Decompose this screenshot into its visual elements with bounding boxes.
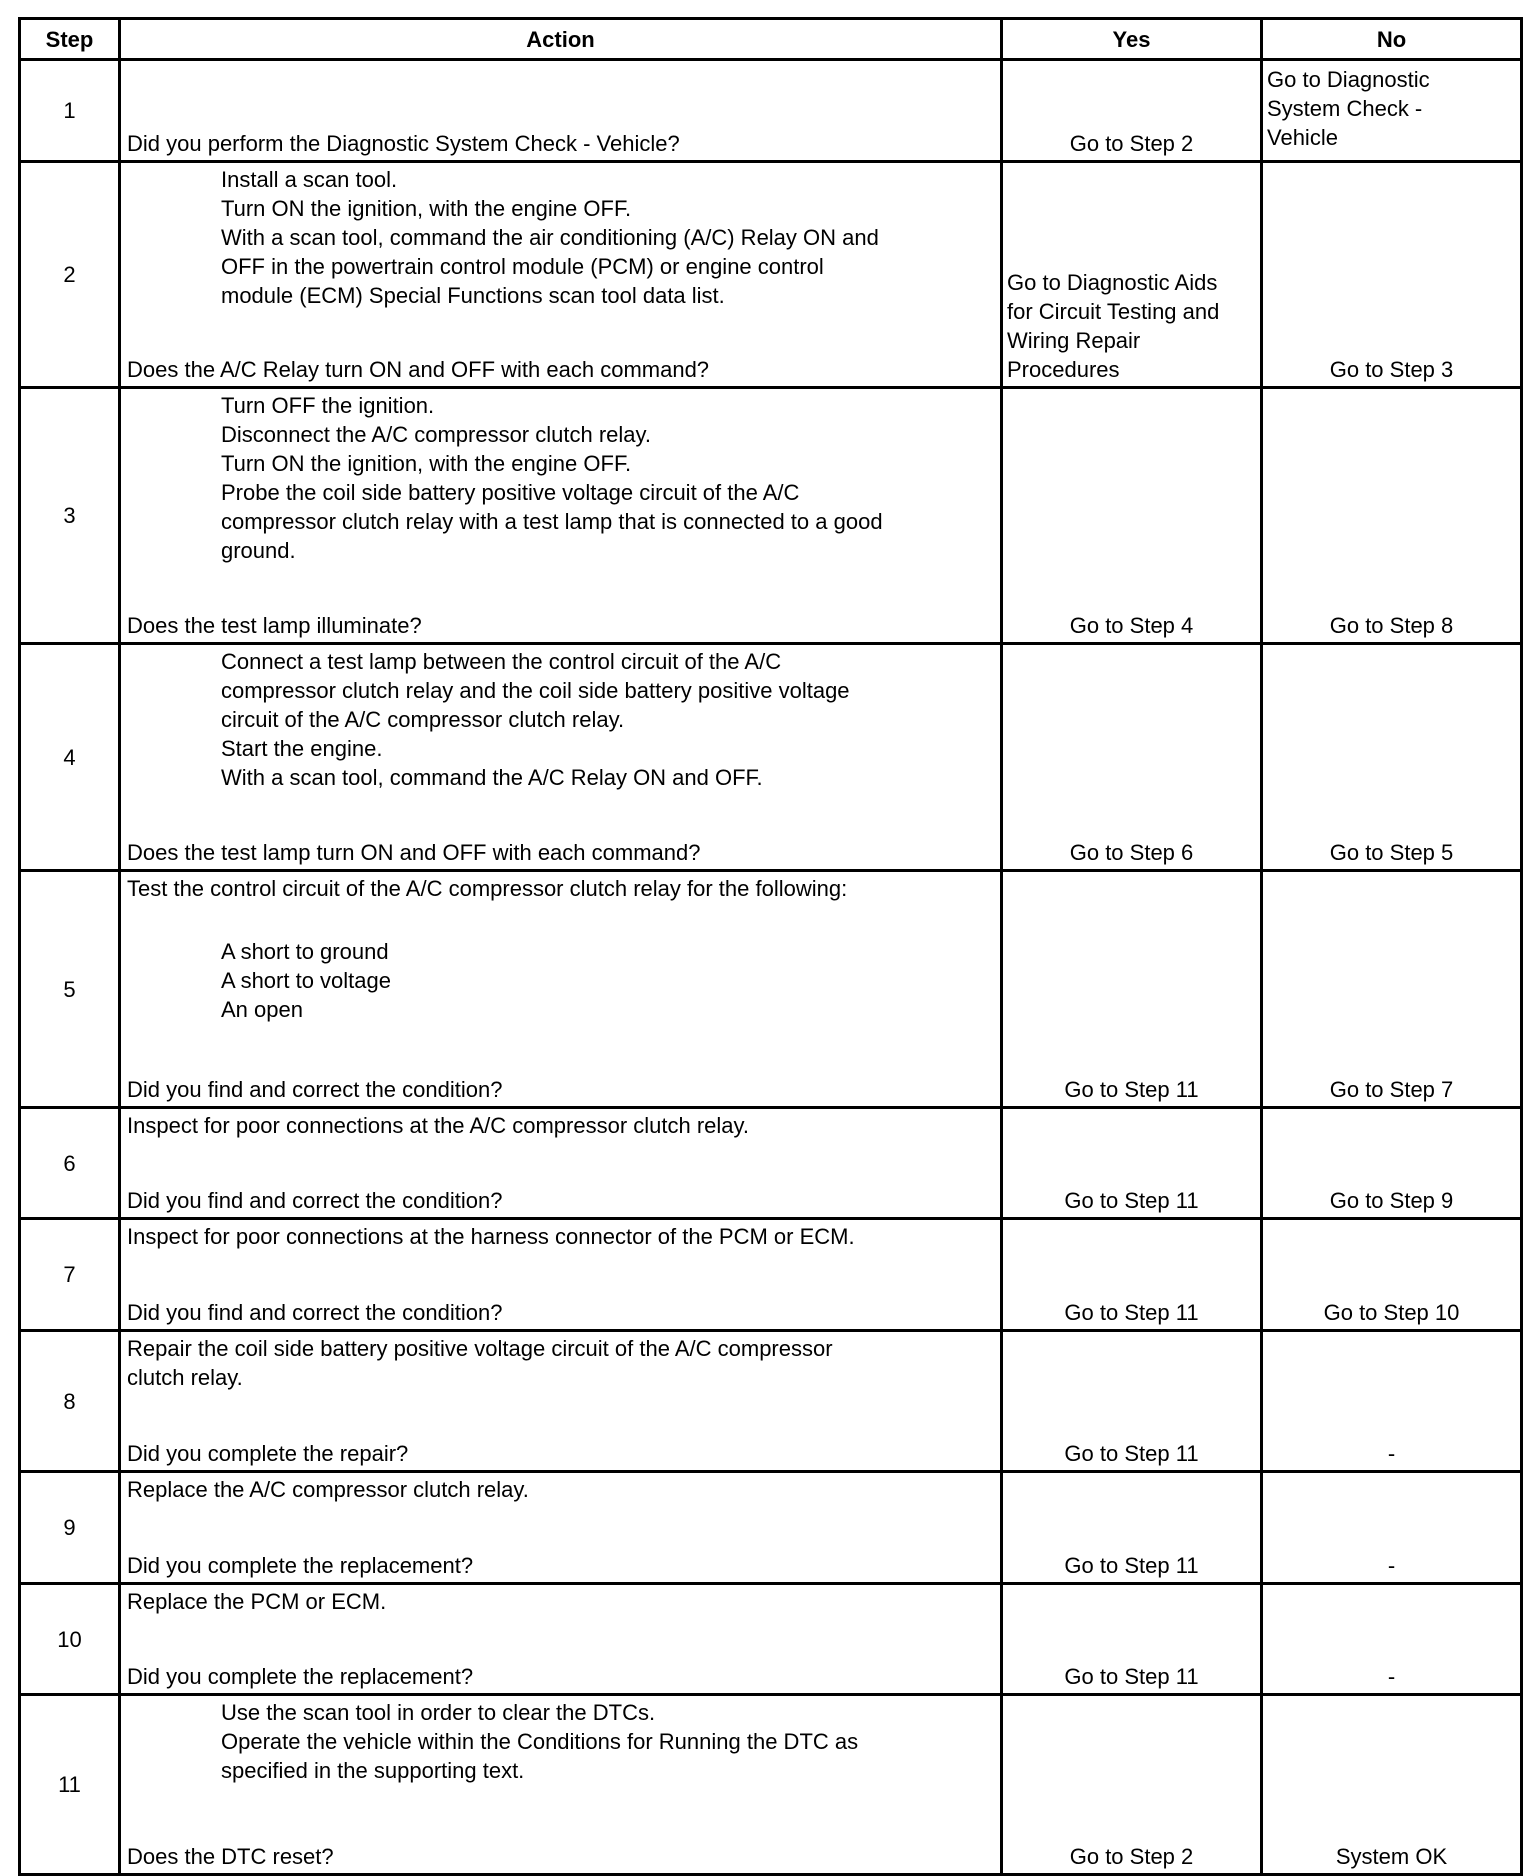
- action-step: A short to voltage: [221, 968, 391, 993]
- no-text: -: [1387, 1664, 1396, 1689]
- yes-text: Go to Step 4: [1069, 613, 1194, 638]
- table-row: [20, 1108, 1522, 1219]
- action-question: Did you find and correct the condition?: [127, 1300, 503, 1325]
- step-number: 9: [20, 1472, 120, 1584]
- header-no: No: [1262, 19, 1522, 60]
- action-question: Did you complete the replacement?: [127, 1664, 474, 1689]
- yes-text: Go to Step 11: [1064, 1300, 1199, 1325]
- action-step: ground.: [221, 538, 296, 563]
- action-step: Probe the coil side battery positive voltage circuit of the A/C: [221, 480, 800, 505]
- action-cell: [120, 388, 1002, 644]
- yes-text: Go to Step 11: [1064, 1664, 1199, 1689]
- action-question: Does the DTC reset?: [127, 1844, 334, 1869]
- action-cell: [120, 871, 1002, 1108]
- table-row: [20, 60, 1522, 162]
- action-step: Operate the vehicle within the Conditions for Running the DTC as: [221, 1729, 859, 1754]
- action-text: Inspect for poor connections at the harness connector of the PCM or ECM.: [127, 1224, 855, 1249]
- action-step: Disconnect the A/C compressor clutch relay.: [221, 422, 651, 447]
- diagnostic-table: [18, 17, 1523, 1876]
- table-row: [20, 1695, 1522, 1875]
- table-row: [20, 162, 1522, 388]
- no-cell: [1262, 871, 1522, 1108]
- action-question: Did you complete the repair?: [127, 1441, 409, 1466]
- yes-text: Go to Step 11: [1064, 1553, 1199, 1578]
- table-row: [20, 871, 1522, 1108]
- action-cell: [120, 162, 1002, 388]
- action-cell: [120, 1695, 1002, 1875]
- step-number: 10: [20, 1584, 120, 1695]
- no-cell: [1262, 1219, 1522, 1331]
- step-number: 7: [20, 1219, 120, 1331]
- action-step: OFF in the powertrain control module (PCM) or engine control: [221, 254, 824, 279]
- no-text: -: [1387, 1553, 1396, 1578]
- action-step: Turn ON the ignition, with the engine OFF.: [221, 451, 632, 476]
- header-action: Action: [120, 19, 1002, 60]
- step-number: 3: [20, 388, 120, 644]
- table-row: [20, 644, 1522, 871]
- action-cell: [120, 1331, 1002, 1472]
- yes-cell: [1002, 162, 1262, 388]
- action-step: A short to ground: [221, 939, 389, 964]
- no-text: Vehicle: [1267, 125, 1338, 150]
- action-text: Replace the PCM or ECM.: [127, 1589, 387, 1614]
- action-cell: [120, 1472, 1002, 1584]
- action-cell: [120, 1219, 1002, 1331]
- no-cell: [1262, 644, 1522, 871]
- action-text: Replace the A/C compressor clutch relay.: [127, 1477, 529, 1502]
- no-cell: [1262, 1472, 1522, 1584]
- action-step: module (ECM) Special Functions scan tool data list.: [221, 283, 725, 308]
- action-cell: [120, 644, 1002, 871]
- action-step: circuit of the A/C compressor clutch relay.: [221, 707, 625, 732]
- action-question: Does the A/C Relay turn ON and OFF with each command?: [127, 357, 710, 382]
- yes-text: Go to Step 11: [1064, 1188, 1199, 1213]
- action-question: Does the test lamp illuminate?: [127, 613, 422, 638]
- step-number: 6: [20, 1108, 120, 1219]
- step-number: 5: [20, 871, 120, 1108]
- no-text: Go to Step 10: [1323, 1300, 1460, 1325]
- yes-cell: [1002, 644, 1262, 871]
- no-text: Go to Step 9: [1329, 1188, 1454, 1213]
- yes-text: Go to Step 11: [1064, 1441, 1199, 1466]
- table-row: [20, 1219, 1522, 1331]
- no-text: Go to Diagnostic: [1267, 67, 1430, 92]
- yes-cell: [1002, 388, 1262, 644]
- action-question: Did you complete the replacement?: [127, 1553, 474, 1578]
- table-row: [20, 1584, 1522, 1695]
- action-step: An open: [221, 997, 303, 1022]
- action-question: Did you perform the Diagnostic System Check - Vehicle?: [127, 131, 680, 156]
- header-row: [20, 19, 1522, 60]
- table-row: [20, 1472, 1522, 1584]
- step-number: 4: [20, 644, 120, 871]
- yes-cell: [1002, 60, 1262, 162]
- action-cell: [120, 1108, 1002, 1219]
- yes-text: Go to Step 2: [1069, 1844, 1194, 1869]
- no-text: Go to Step 7: [1329, 1077, 1454, 1102]
- action-cell: [120, 60, 1002, 162]
- yes-cell: [1002, 1331, 1262, 1472]
- yes-cell: [1002, 1219, 1262, 1331]
- action-text: Repair the coil side battery positive voltage circuit of the A/C compressor: [127, 1336, 833, 1361]
- header-step: Step: [20, 19, 120, 60]
- action-question: Does the test lamp turn ON and OFF with each command?: [127, 840, 701, 865]
- step-number: 11: [20, 1695, 120, 1875]
- yes-cell: [1002, 1472, 1262, 1584]
- action-step: Turn OFF the ignition.: [221, 393, 435, 418]
- yes-cell: [1002, 1108, 1262, 1219]
- step-number: 1: [20, 60, 120, 162]
- action-step: With a scan tool, command the A/C Relay ON and OFF.: [221, 765, 763, 790]
- no-cell: [1262, 162, 1522, 388]
- yes-cell: [1002, 871, 1262, 1108]
- yes-text: Wiring Repair: [1007, 328, 1141, 353]
- no-text: System Check -: [1267, 96, 1423, 121]
- action-step: Start the engine.: [221, 736, 383, 761]
- table-row: [20, 388, 1522, 644]
- no-text: System OK: [1335, 1844, 1448, 1869]
- no-text: Go to Step 5: [1329, 840, 1454, 865]
- no-text: Go to Step 8: [1329, 613, 1454, 638]
- no-text: -: [1387, 1441, 1396, 1466]
- action-step: Connect a test lamp between the control circuit of the A/C: [221, 649, 782, 674]
- yes-text: Go to Step 2: [1069, 131, 1194, 156]
- table-row: [20, 1331, 1522, 1472]
- no-cell: [1262, 60, 1522, 162]
- yes-text: Go to Step 6: [1069, 840, 1194, 865]
- action-question: Did you find and correct the condition?: [127, 1077, 503, 1102]
- step-number: 8: [20, 1331, 120, 1472]
- action-question: Did you find and correct the condition?: [127, 1188, 503, 1213]
- no-cell: [1262, 1584, 1522, 1695]
- no-text: Go to Step 3: [1329, 357, 1454, 382]
- action-step: specified in the supporting text.: [221, 1758, 525, 1783]
- no-cell: [1262, 1108, 1522, 1219]
- yes-text: Go to Step 11: [1064, 1077, 1199, 1102]
- no-cell: [1262, 1695, 1522, 1875]
- step-number: 2: [20, 162, 120, 388]
- header-yes: Yes: [1002, 19, 1262, 60]
- action-step: Install a scan tool.: [221, 167, 398, 192]
- action-step: With a scan tool, command the air conditioning (A/C) Relay ON and: [221, 225, 879, 250]
- yes-cell: [1002, 1584, 1262, 1695]
- action-step: compressor clutch relay with a test lamp that is connected to a good: [221, 509, 883, 534]
- action-step: Use the scan tool in order to clear the DTCs.: [221, 1700, 656, 1725]
- yes-text: for Circuit Testing and: [1007, 299, 1220, 324]
- action-text: Test the control circuit of the A/C compressor clutch relay for the following:: [127, 876, 848, 901]
- action-step: compressor clutch relay and the coil side battery positive voltage: [221, 678, 850, 703]
- action-text: Inspect for poor connections at the A/C compressor clutch relay.: [127, 1113, 750, 1138]
- yes-text: Procedures: [1007, 357, 1120, 382]
- action-cell: [120, 1584, 1002, 1695]
- no-cell: [1262, 1331, 1522, 1472]
- yes-text: Go to Diagnostic Aids: [1007, 270, 1218, 295]
- yes-cell: [1002, 1695, 1262, 1875]
- no-cell: [1262, 388, 1522, 644]
- action-text: clutch relay.: [127, 1365, 243, 1390]
- action-step: Turn ON the ignition, with the engine OFF.: [221, 196, 632, 221]
